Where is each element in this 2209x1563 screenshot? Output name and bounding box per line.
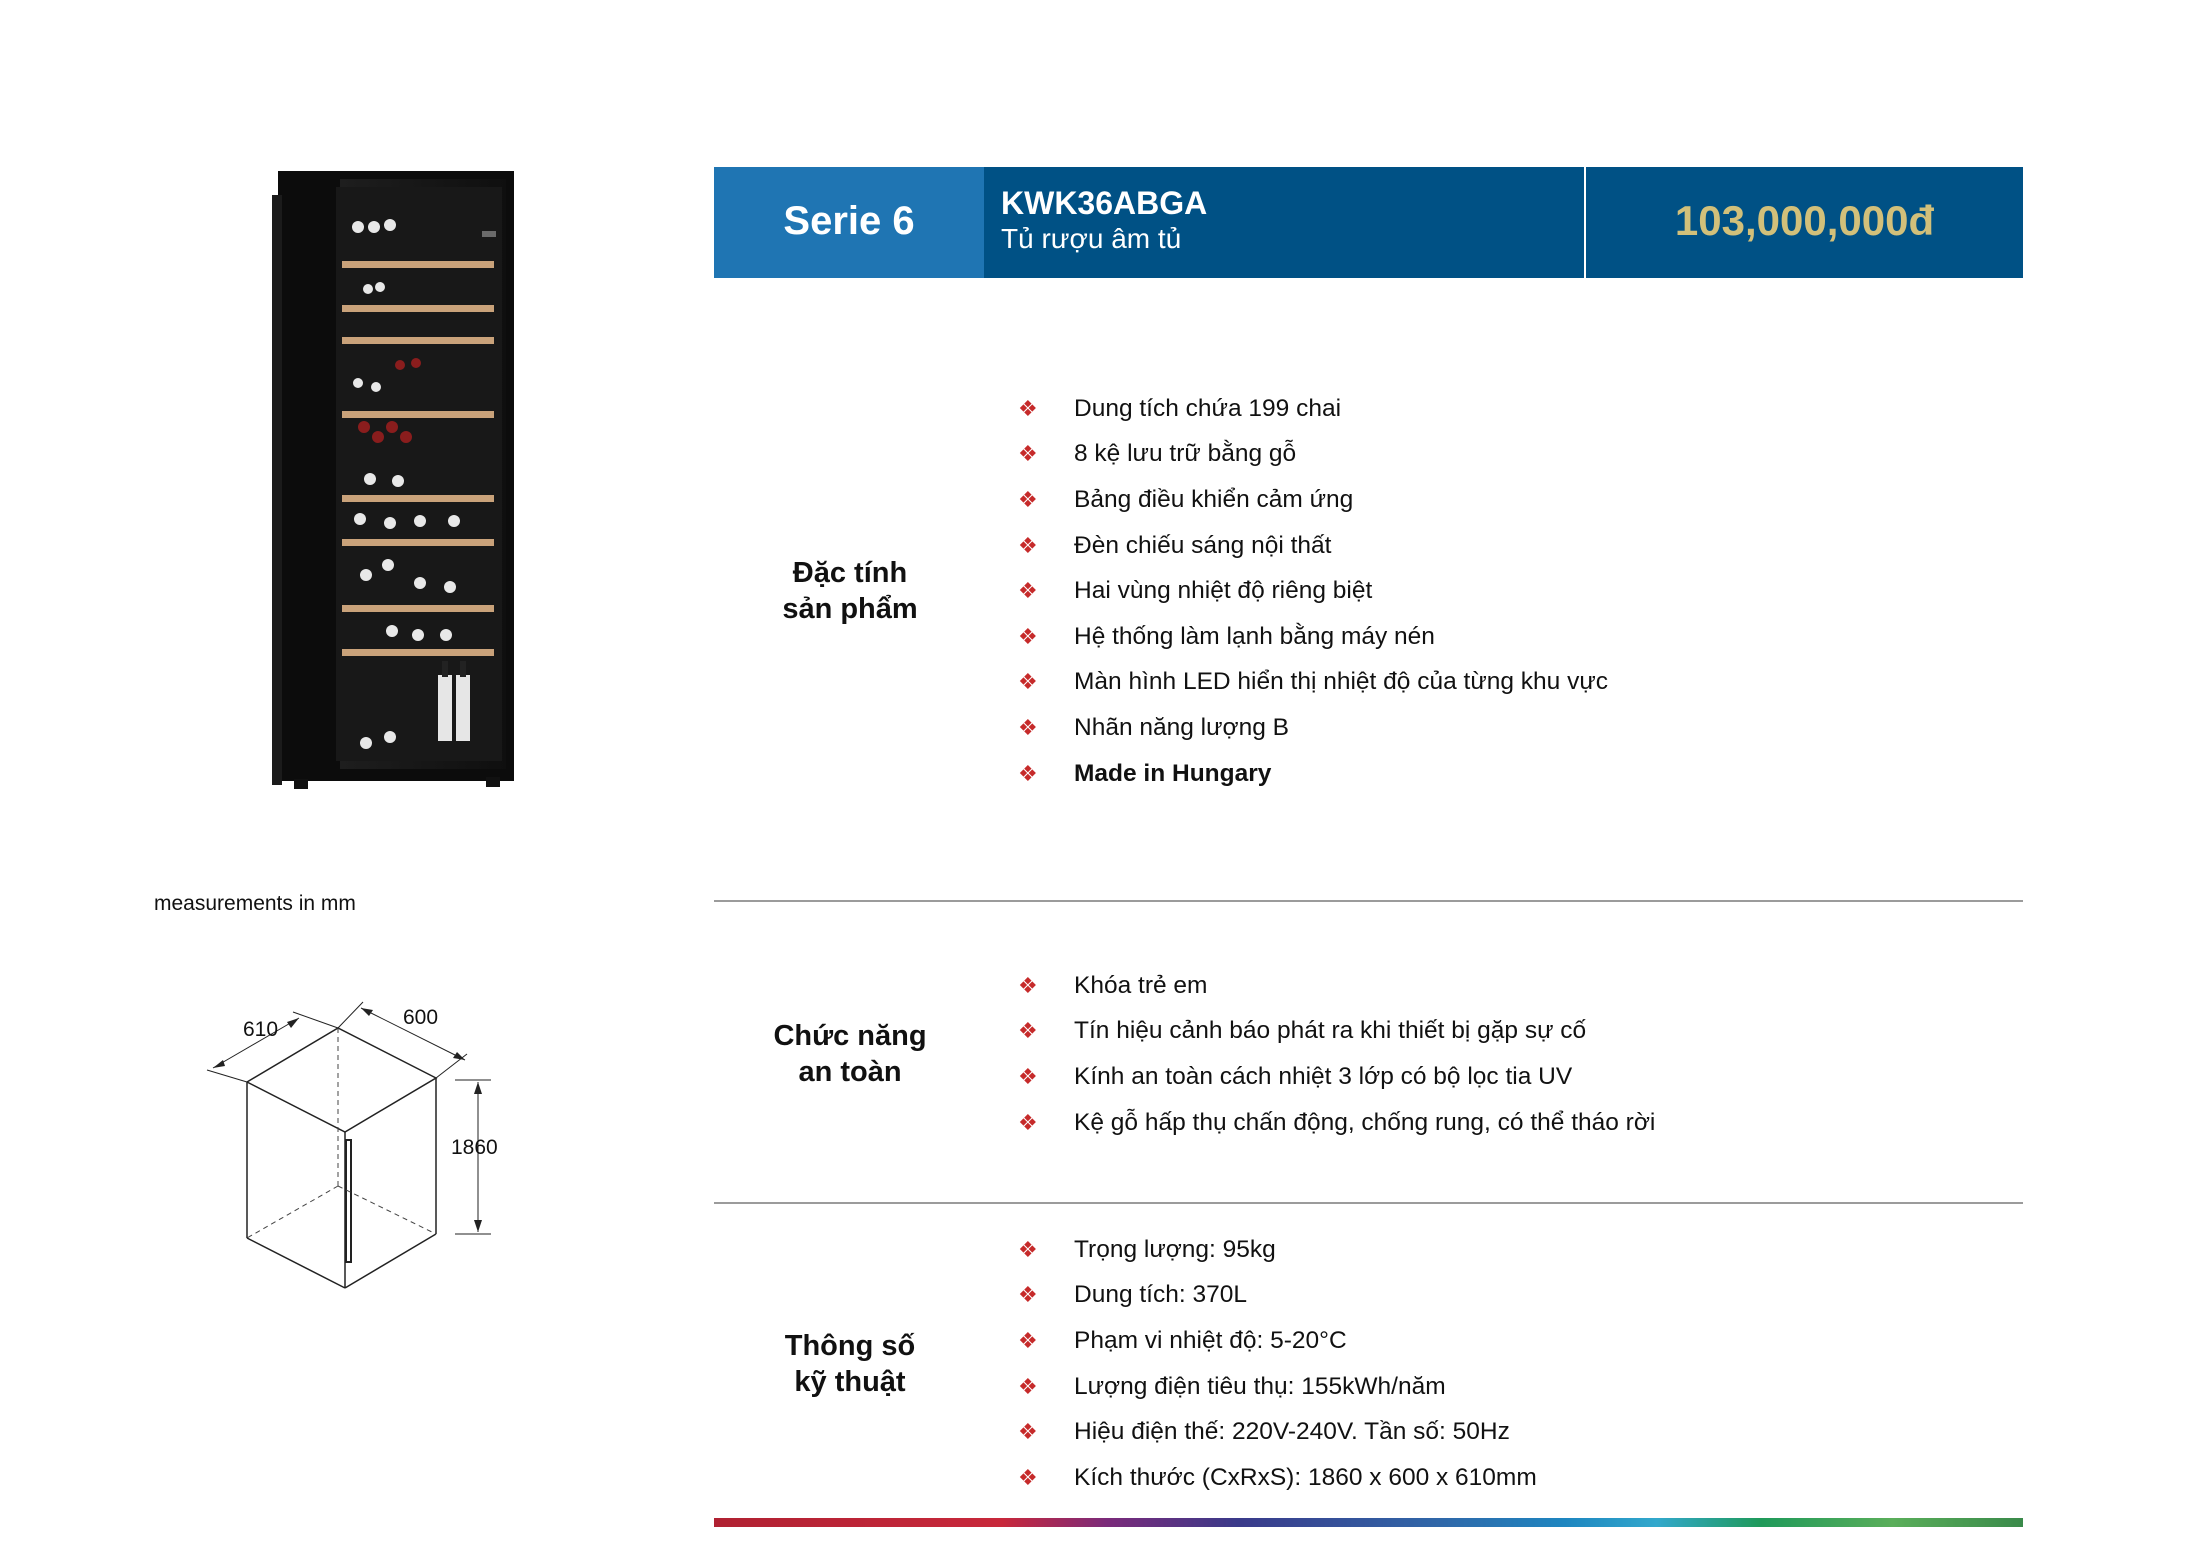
- red-diamond-icon: ❖: [1018, 395, 1038, 421]
- red-diamond-icon: ❖: [1018, 669, 1038, 695]
- list-item: [1010, 568, 1608, 614]
- list-item: [1010, 1100, 1655, 1146]
- product-image: [270, 165, 520, 795]
- red-diamond-icon: ❖: [1018, 1282, 1038, 1308]
- red-diamond-icon: ❖: [1018, 1063, 1038, 1089]
- section-label-features: [750, 555, 950, 627]
- list-item: [1010, 963, 1655, 1009]
- section-divider: [714, 900, 2023, 902]
- specs-list: [1010, 1227, 1537, 1501]
- red-diamond-icon: ❖: [1018, 623, 1038, 649]
- list-item: [1010, 432, 1608, 478]
- red-diamond-icon: ❖: [1018, 1419, 1038, 1445]
- section-label-line: Chức năng: [773, 1020, 927, 1052]
- safety-list: [1010, 963, 1655, 1145]
- list-item: [1010, 477, 1608, 523]
- red-diamond-icon: ❖: [1018, 1464, 1038, 1490]
- section-label-line: Thông số: [784, 1330, 916, 1362]
- red-diamond-icon: ❖: [1018, 532, 1038, 558]
- list-item-text: Nhãn năng lượng B: [1074, 713, 1289, 741]
- section-label-line: Đặc tính: [792, 557, 908, 589]
- red-diamond-icon: ❖: [1018, 1327, 1038, 1353]
- list-item: [1010, 1273, 1537, 1319]
- price-banner: [1586, 167, 2023, 278]
- list-item-text: 8 kệ lưu trữ bằng gỗ: [1074, 440, 1297, 468]
- model-code: KWK36ABGA: [1001, 185, 1208, 221]
- section-label-specs: [750, 1328, 950, 1400]
- brand-color-stripe: [714, 1518, 2023, 1527]
- section-label-line: an toàn: [798, 1056, 902, 1088]
- list-item: [1010, 1054, 1655, 1100]
- list-item-text: Kệ gỗ hấp thụ chấn động, chống rung, có thể tháo rời: [1074, 1108, 1656, 1136]
- list-item: [1010, 1364, 1537, 1410]
- section-label-safety: [750, 1018, 950, 1090]
- list-item-text: Hai vùng nhiệt độ riêng biệt: [1074, 577, 1373, 605]
- depth-label: 610: [243, 1018, 279, 1041]
- price: 103,000,000đ: [1674, 197, 1935, 244]
- list-item: [1010, 523, 1608, 569]
- list-item-text: Tín hiệu cảnh báo phát ra khi thiết bị gặp sự cố: [1074, 1017, 1587, 1045]
- list-item: [1010, 1455, 1537, 1501]
- list-item-text: Made in Hungary: [1074, 759, 1272, 787]
- red-diamond-icon: ❖: [1018, 1236, 1038, 1262]
- list-item: [1010, 705, 1608, 751]
- features-list: [1010, 386, 1608, 796]
- red-diamond-icon: ❖: [1018, 760, 1038, 786]
- list-item-text: Hệ thống làm lạnh bằng máy nén: [1074, 622, 1435, 650]
- section-divider: [714, 1202, 2023, 1204]
- red-diamond-icon: ❖: [1018, 1373, 1038, 1399]
- red-diamond-icon: ❖: [1018, 486, 1038, 512]
- model-description: Tủ rượu âm tủ: [1001, 223, 1182, 254]
- list-item-text: Hiệu điện thế: 220V-240V. Tần số: 50Hz: [1074, 1418, 1510, 1446]
- list-item-text: Lượng điện tiêu thụ: 155kWh/năm: [1074, 1372, 1446, 1400]
- list-item: [1010, 1409, 1537, 1455]
- width-label: 600: [403, 1006, 439, 1029]
- list-item-text: Dung tích: 370L: [1074, 1281, 1247, 1309]
- list-item: [1010, 386, 1608, 432]
- red-diamond-icon: ❖: [1018, 441, 1038, 467]
- list-item-text: Phạm vi nhiệt độ: 5-20°C: [1074, 1326, 1347, 1354]
- list-item: [1010, 751, 1608, 797]
- red-diamond-icon: ❖: [1018, 972, 1038, 998]
- list-item: [1010, 1318, 1537, 1364]
- list-item: [1010, 1009, 1655, 1055]
- list-item-text: Dung tích chứa 199 chai: [1074, 394, 1342, 422]
- list-item-text: Bảng điều khiển cảm ứng: [1074, 485, 1354, 513]
- list-item-text: Đèn chiếu sáng nội thất: [1074, 531, 1332, 559]
- red-diamond-icon: ❖: [1018, 1018, 1038, 1044]
- model-banner: [984, 167, 1584, 278]
- list-item: [1010, 660, 1608, 706]
- red-diamond-icon: ❖: [1018, 714, 1038, 740]
- list-item-text: Trọng lượng: 95kg: [1074, 1235, 1276, 1263]
- measurements-caption: measurements in mm: [154, 892, 356, 915]
- red-diamond-icon: ❖: [1018, 578, 1038, 604]
- height-label: 1860: [451, 1136, 498, 1159]
- serie-banner: [714, 167, 984, 278]
- red-diamond-icon: ❖: [1018, 1109, 1038, 1135]
- list-item-text: Khóa trẻ em: [1074, 971, 1208, 999]
- list-item-text: Kích thước (CxRxS): 1860 x 600 x 610mm: [1074, 1463, 1537, 1491]
- list-item-text: Màn hình LED hiển thị nhiệt độ của từng khu vực: [1074, 668, 1609, 696]
- section-label-line: sản phẩm: [782, 593, 918, 625]
- serie-label: Serie 6: [783, 199, 915, 243]
- section-label-line: kỹ thuật: [794, 1366, 906, 1398]
- list-item-text: Kính an toàn cách nhiệt 3 lớp có bộ lọc tia UV: [1074, 1062, 1573, 1090]
- list-item: [1010, 1227, 1537, 1273]
- list-item: [1010, 614, 1608, 660]
